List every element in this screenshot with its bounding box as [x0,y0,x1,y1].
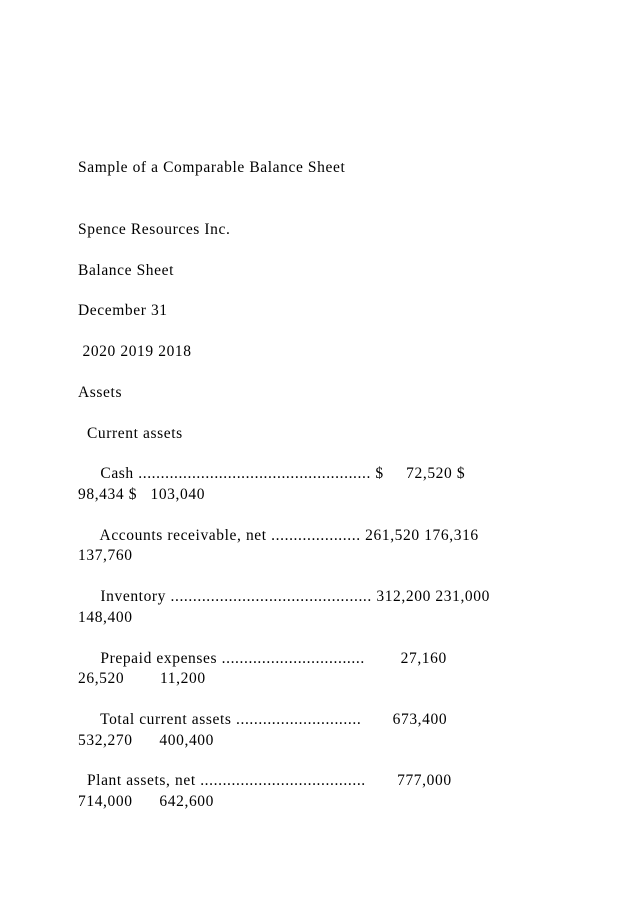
plant-assets-row: Plant assets, net ..................................... 777,000 [78,772,452,789]
inventory-row: Inventory ............................................. 312,200 231,000 [78,588,490,605]
section-assets: Assets [78,384,123,401]
statement-date: December 31 [78,302,168,319]
total-current-assets-row-continued: 532,270 400,400 [78,732,214,749]
document-heading: Sample of a Comparable Balance Sheet [78,159,346,176]
year-columns: 2020 2019 2018 [78,343,192,360]
statement-title: Balance Sheet [78,262,175,279]
prepaid-expenses-row: Prepaid expenses ................................ 27,160 [78,650,447,667]
accounts-receivable-row: Accounts receivable, net .................... 261,520 176,316 [78,527,479,544]
cash-row-continued: 98,434 $ 103,040 [78,486,206,503]
company-name: Spence Resources Inc. [78,221,231,238]
total-current-assets-row: Total current assets ............................ 673,400 [78,711,448,728]
inventory-row-continued: 148,400 [78,609,133,626]
subsection-current-assets: Current assets [78,425,183,442]
prepaid-expenses-row-continued: 26,520 11,200 [78,670,206,687]
accounts-receivable-row-continued: 137,760 [78,547,133,564]
cash-row: Cash .................................................... $ 72,520 $ [78,465,466,482]
plant-assets-row-continued: 714,000 642,600 [78,793,214,810]
